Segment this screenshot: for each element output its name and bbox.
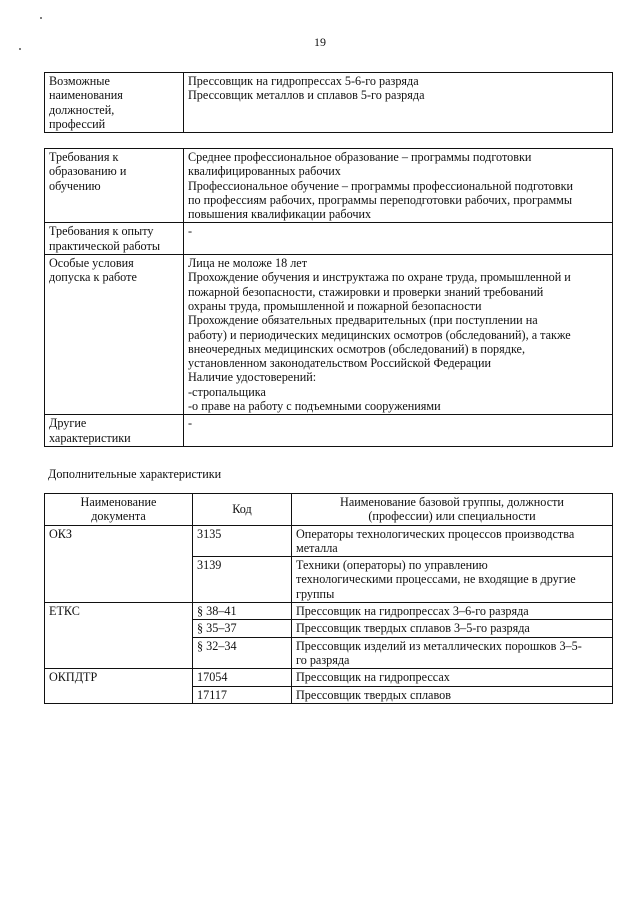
document-cell-okz: ОКЗ (45, 525, 193, 602)
name-cell (292, 603, 613, 620)
requirement-label-line: Особые условия (49, 256, 134, 271)
requirement-value-line: -о праве на работу с подъемными сооружениями (188, 399, 441, 414)
requirement-value-line: -стропальщика (188, 384, 266, 399)
requirement-value-line: работу) и периодических медицинских осмотров (обследований), а также (188, 327, 571, 342)
requirement-value-line: повышения квалификации рабочих (188, 207, 372, 222)
requirement-value-line: Лица не моложе 18 лет (188, 256, 308, 271)
positions-table (44, 72, 613, 133)
requirement-value-line: внеочередных медицинских осмотров (обследований) в порядке, (188, 341, 526, 356)
requirements-table (44, 148, 613, 447)
requirement-value-line: Среднее профессиональное образование – программы подготовки (188, 150, 532, 164)
requirement-value-line: Наличие удостоверений: (188, 370, 317, 385)
positions-label (45, 73, 184, 133)
header-name-line: Наименование базовой группы, должности (340, 495, 564, 509)
name-cell (292, 669, 613, 686)
name-line: Прессовщик на гидропрессах (296, 670, 450, 685)
additional-characteristics-heading: Дополнительные характеристики (48, 467, 222, 481)
code-cell: 3135 (193, 525, 292, 557)
header-name (292, 494, 613, 526)
header-document-line: документа (91, 509, 146, 524)
name-cell (292, 637, 613, 669)
name-line: го разряда (296, 652, 350, 667)
requirement-label-line: Требования к (49, 150, 119, 164)
document-cell-etks: ЕТКС (45, 603, 193, 669)
header-name-line: (профессии) или специальности (368, 509, 536, 524)
requirement-value-line: охраны труда, промышленной и пожарной безопасности (188, 298, 482, 313)
name-line: группы (296, 586, 335, 601)
name-cell (292, 620, 613, 637)
document-cell-okpdtr: ОКПДТР (45, 669, 193, 704)
requirement-label-line: Другие (49, 416, 87, 431)
requirement-value (184, 149, 613, 223)
positions-label-line: профессий (49, 116, 106, 131)
positions-value-line: Прессовщик на гидропрессах 5-6-го разряда (188, 74, 419, 88)
requirement-value-line: Прохождение обучения и инструктажа по охране труда, промышленной и (188, 270, 571, 285)
requirement-value-line: - (188, 416, 193, 431)
name-line: Прессовщик твердых сплавов 3–5-го разряда (296, 621, 530, 636)
table-row (45, 525, 613, 557)
requirement-row-admission (45, 255, 613, 415)
header-document (45, 494, 193, 526)
positions-label-line: должностей, (49, 102, 115, 117)
requirement-label-line: обучению (49, 178, 101, 193)
positions-value-line: Прессовщик металлов и сплавов 5-го разряда (188, 88, 425, 103)
positions-label-line: Возможные (49, 74, 110, 88)
name-cell (292, 686, 613, 703)
code-cell: § 35–37 (193, 620, 292, 637)
requirement-value-line: Профессиональное обучение – программы профессиональной подготовки (188, 178, 574, 193)
header-document-line: Наименование (80, 495, 157, 509)
positions-row (45, 73, 613, 133)
requirement-value (184, 415, 613, 447)
requirement-row-education (45, 149, 613, 223)
table-row (45, 669, 613, 686)
name-line: технологическими процессами, не входящие в другие (296, 572, 576, 587)
name-line: Техники (операторы) по управлению (296, 558, 488, 573)
name-line: металла (296, 540, 338, 555)
requirement-label-line: практической работы (49, 238, 161, 253)
requirement-value-line: Прохождение обязательных предварительных (при поступлении на (188, 313, 538, 328)
code-cell: 17054 (193, 669, 292, 686)
name-line: Прессовщик изделий из металлических порошков 3–5- (296, 638, 582, 653)
positions-label-line: наименования (49, 88, 123, 103)
requirement-label (45, 415, 184, 447)
requirement-label-line: образованию и (49, 164, 127, 179)
requirement-row-other (45, 415, 613, 447)
positions-value (184, 73, 613, 133)
requirement-label (45, 223, 184, 255)
requirement-value-line: квалифицированных рабочих (188, 164, 341, 179)
header-code: Код (193, 494, 292, 526)
code-cell: § 32–34 (193, 637, 292, 669)
requirement-value-line: - (188, 224, 193, 239)
requirement-label-line: допуска к работе (49, 270, 137, 285)
requirement-label (45, 149, 184, 223)
requirement-value-line: пожарной безопасности, стажировки и проверки знаний требований (188, 284, 544, 299)
name-line: Прессовщик на гидропрессах 3–6-го разряда (296, 604, 529, 619)
requirement-row-experience (45, 223, 613, 255)
additional-characteristics-table (44, 493, 613, 704)
table-row (45, 603, 613, 620)
scan-speck (40, 17, 42, 19)
code-cell: 3139 (193, 557, 292, 603)
requirement-value (184, 223, 613, 255)
requirement-value-line: установленном законодательством Российской Федерации (188, 356, 492, 371)
header-row (45, 494, 613, 526)
page-number: 19 (314, 35, 326, 49)
code-cell: 17117 (193, 686, 292, 703)
requirement-label-line: характеристики (49, 430, 131, 445)
name-cell (292, 557, 613, 603)
requirement-label (45, 255, 184, 415)
requirement-value-line: по профессиям рабочих, программы переподготовки рабочих, программы (188, 192, 573, 207)
name-cell (292, 525, 613, 557)
code-cell: § 38–41 (193, 603, 292, 620)
name-line: Операторы технологических процессов производства (296, 526, 575, 541)
name-line: Прессовщик твердых сплавов (296, 687, 451, 702)
requirement-label-line: Требования к опыту (49, 224, 154, 239)
requirement-value (184, 255, 613, 415)
